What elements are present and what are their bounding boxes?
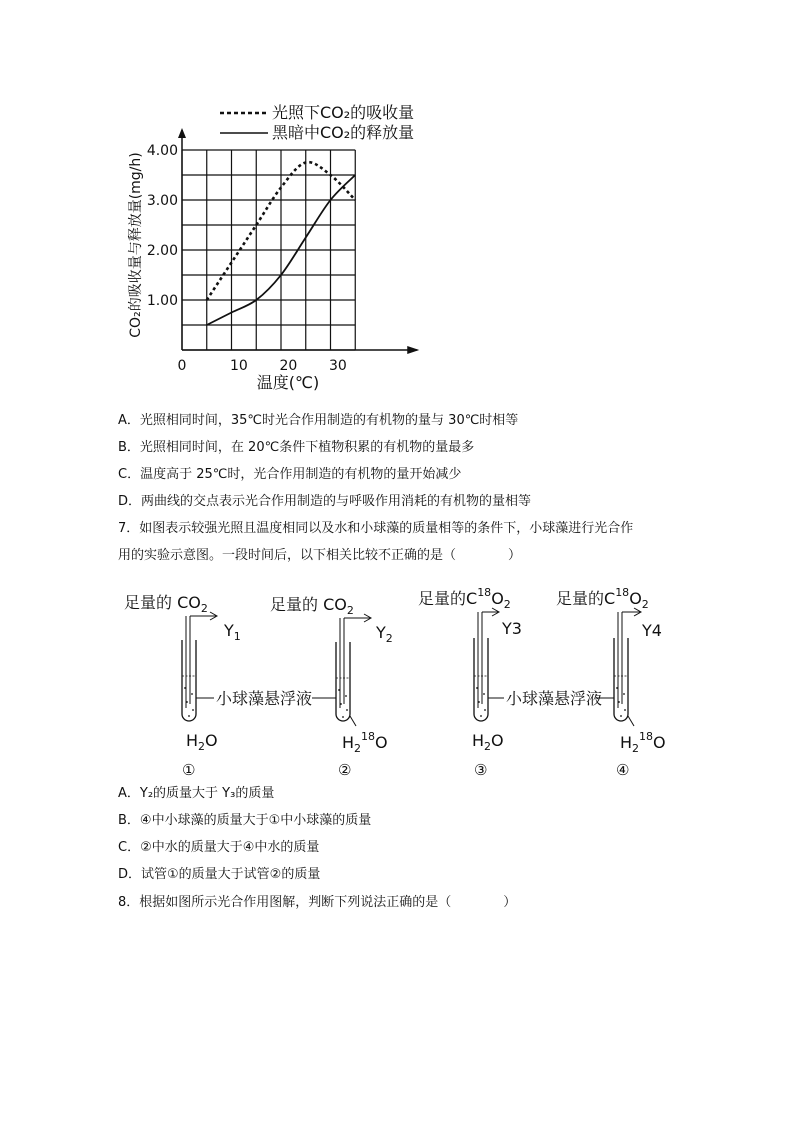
tube3-water-label: $H_2O$ [472,731,504,753]
x-tick-label: 0 [177,358,187,374]
test-tube-2 [336,614,371,721]
y2-label: $Y_2$ [376,623,393,645]
tube-number-2: ② [338,761,352,779]
q7-stem-line2: 用的实验示意图。一段时间后，以下相关比较不正确的是（ ） [118,548,522,563]
x-axis-arrow [407,346,419,354]
x-tick-label: 30 [329,358,347,374]
tube2-gas-label: 足量的 $CO_2$ [270,595,354,617]
legend-dark-label: 黑暗中CO₂的释放量 [272,123,415,142]
legend-light-label: 光照下CO₂的吸收量 [272,103,415,122]
chart-tick-labels [147,143,347,374]
tube-number-4: ④ [616,761,630,779]
q8-stem: 8．根据如图所示光合作用图解，判断下列说法正确的是（ ） [118,895,517,910]
q6-option-d: D．两曲线的交点表示光合作用制造的与呼吸作用消耗的有机物的量相等 [118,494,532,509]
q7-stem-line1: 7．如图表示较强光照且温度相同以及水和小球藻的质量相等的条件下，小球藻进行光合作 [118,521,634,536]
chart-axes [178,128,419,354]
y-tick-label: 3.00 [146,193,178,209]
x-tick-label: 20 [279,358,298,374]
y-axis-arrow [178,128,186,138]
chart-grid [182,150,355,350]
q6-option-a: A．光照相同时间，35℃时光合作用制造的有机物的量与 30℃时相等 [118,413,519,428]
test-tube-1 [182,612,217,721]
q7-option-c: C．②中水的质量大于④中水的质量 [118,840,320,855]
tube2-water-label: $H_2^{18}O$ [342,730,388,755]
y1-label: $Y_1$ [224,621,241,643]
tube-number-3: ③ [474,761,488,779]
co2-temperature-chart [110,95,450,395]
test-tube-4 [614,608,641,721]
suspension-label-left: 小球藻悬浮液 [216,689,313,708]
tube1-water-label: $H_2O$ [186,731,218,753]
suspension-label-right: 小球藻悬浮液 [506,689,603,708]
x-axis-label: 温度(℃) [256,373,320,392]
test-tube-diagram [110,580,690,780]
y-axis-label: CO₂的吸收量与释放量(mg/h) [128,152,144,338]
tube-number-1: ① [182,761,196,779]
tube4-water-label: $H_2^{18}O$ [620,730,666,755]
y3-label: Y3 [502,619,522,638]
test-tube-3 [474,608,499,721]
water-pointer-4 [628,716,634,726]
y-tick-label: 1.00 [146,293,178,309]
q6-option-b: B．光照相同时间，在 20℃条件下植物积累的有机物的量最多 [118,440,475,455]
water-pointer-2 [350,716,356,726]
y-tick-label: 4.00 [146,143,178,159]
tube1-gas-label: 足量的 $CO_2$ [124,593,208,615]
q6-option-c: C．温度高于 25℃时，光合作用制造的有机物的量开始减少 [118,467,462,482]
q7-option-b: B．④中小球藻的质量大于①中小球藻的质量 [118,813,372,828]
tube4-gas-label: 足量的$C^{18}O_2$ [556,586,649,611]
q7-option-d: D．试管①的质量大于试管②的质量 [118,867,321,882]
y-tick-label: 2.00 [146,243,178,259]
x-tick-label: 10 [230,358,248,374]
q7-option-a: A．Y₂的质量大于 Y₃的质量 [118,786,275,801]
y4-label: Y4 [642,621,662,640]
tube3-gas-label: 足量的$C^{18}O_2$ [418,586,511,611]
